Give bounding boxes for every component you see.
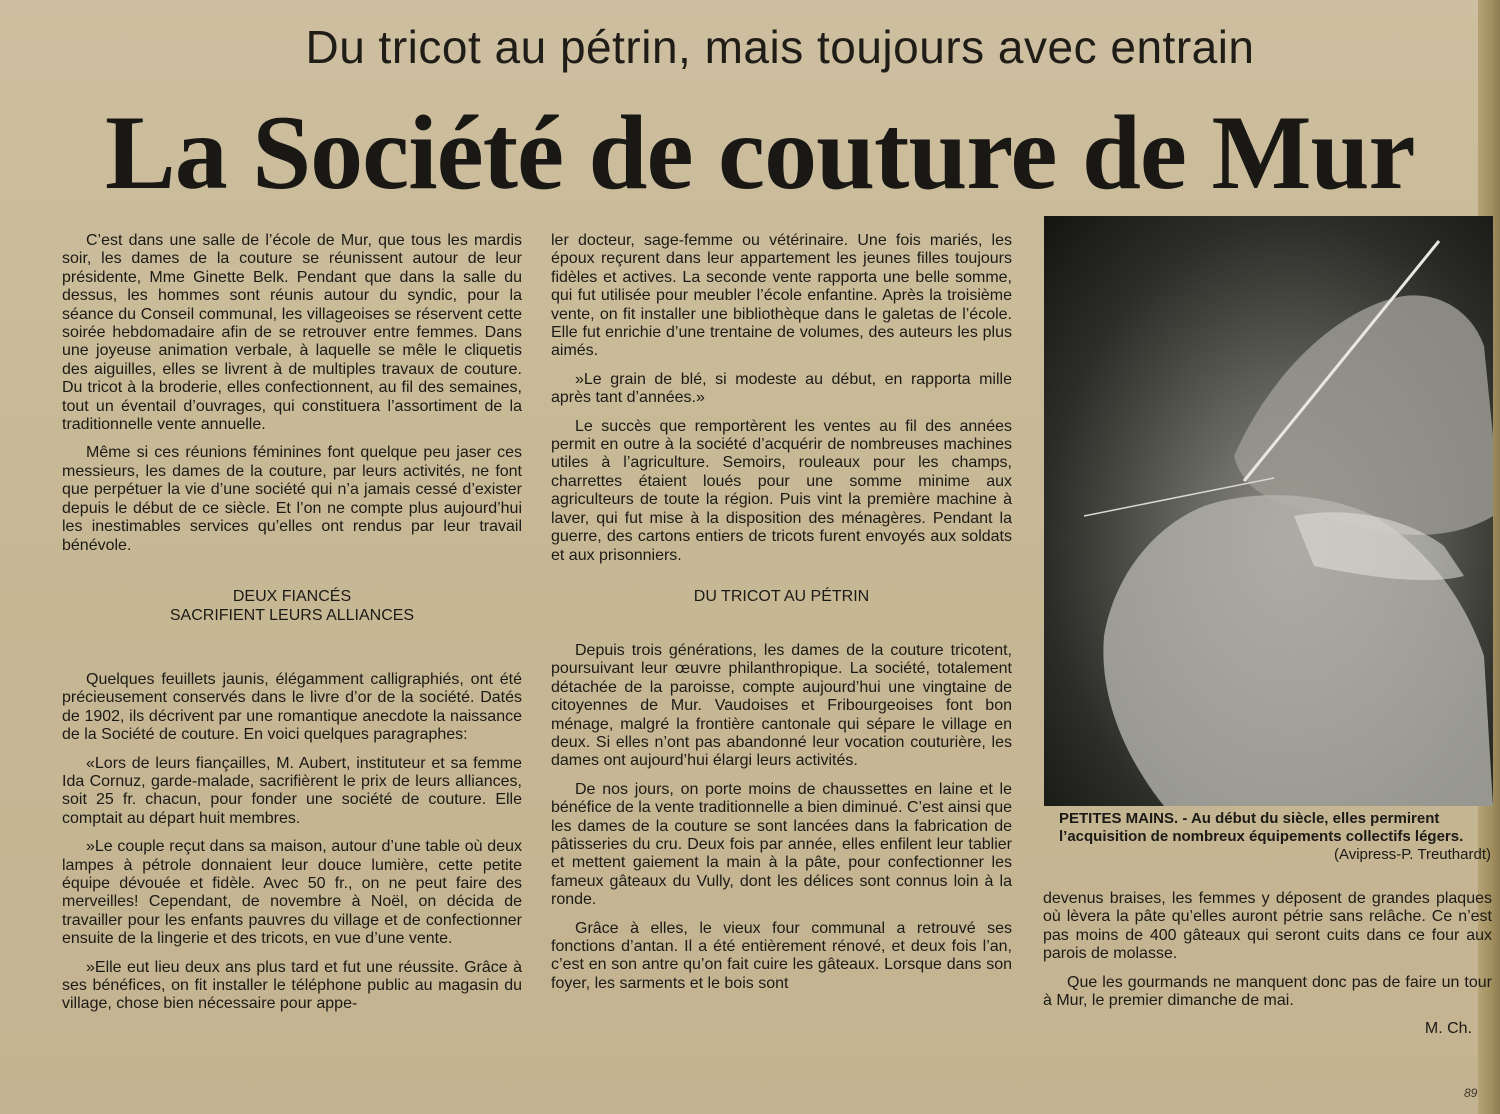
paragraph: ler docteur, sage-femme ou vétérinaire. Une fois mariés, les époux reçurent dans leur appartement les jeunes filles toujours fidèles et actives. La seconde vente rapporta une belle somme, qui fut utilisée pour meubler l’école enfantine. Après la troisième vente, on fit installer une bibliothèque dans le galetas de l’école. Elle fut enrichie d’une trentaine de volumes, des auteurs les plus aimés.	[551, 232, 1012, 360]
paragraph: C’est dans une salle de l’école de Mur, que tous les mardis soir, les dames de la couture se réunissent autour de leur présidente, Mme Ginette Belk. Pendant que dans la salle du dessus, les hommes sont réunis autour du syndic, pour la séance du Conseil communal, les villageoises se réservent cette soirée hebdomadaire afin de se retrouver entre femmes. Dans une joyeuse animation verbale, à laquelle se mêle le cliquetis des aiguilles, elles se livrent à de multiples travaux de couture. Du tricot à la broderie, elles confectionnent, au fil des semaines, tout un éventail d’ouvrages, qui constituera l’assortiment de la traditionnelle vente annuelle.	[62, 232, 522, 434]
paragraph: Même si ces réunions féminines font quelque peu jaser ces messieurs, les dames de la couture, par leurs activités, ne font que perpétuer la vie d’une société qui n’a jamais cessé d’exister depuis le début de ce siècle. Et l’on ne compte plus aujourd’hui les inestimables services qu’elles ont rendus par leur travail bénévole.	[62, 444, 522, 554]
knitting-hands-photo	[1044, 216, 1493, 806]
column-2	[551, 232, 1012, 1003]
paragraph: Le succès que remportèrent les ventes au fil des années permit en outre à la société d’acquérir de nombreuses machines utiles à l’agriculture. Semoirs, rouleaux pour les champs, charrettes étaient loués pour une somme minime aux agriculteurs de toute la région. Puis vint la première machine à laver, qui fut mise à la disposition des ménagères. Pendant la guerre, des cartons entiers de tricots furent envoyés aux soldats et aux prisonniers.	[551, 417, 1012, 564]
paragraph: De nos jours, on porte moins de chaussettes en laine et le bénéfice de la vente traditionnelle a bien diminué. C’est ainsi que les dames de la couture se sont lancées dans la fabrication de pâtisseries du cru. Deux fois par année, elles enfilent leur tablier et mettent gaiement la main à la pâte, pour confectionner les fameux gâteaux du Vully, dont les délices sont connus loin à la ronde.	[551, 780, 1012, 909]
column-3	[1043, 890, 1492, 1039]
paragraph: devenus braises, les femmes y déposent de grandes plaques où lèvera la pâte qu’elles auront pétrie sans relâche. Ce n’est pas moins de 400 gâteaux qui seront cuits dans ce four aux parois de molasse.	[1043, 890, 1492, 963]
paragraph: Que les gourmands ne manquent donc pas de faire un tour à Mur, le premier dimanche de mai.	[1043, 973, 1492, 1010]
article-headline: La Société de couture de Mur	[105, 94, 1415, 211]
photo-illustration	[1044, 216, 1493, 806]
article-kicker: Du tricot au pétrin, mais toujours avec entrain	[305, 21, 1255, 73]
paragraph: Depuis trois générations, les dames de la couture tricotent, poursuivant leur œuvre philanthropique. La société, totalement détachée de la paroisse, compte aujourd’hui une vingtaine de citoyennes de Mur. Vaudoises et Fribourgeoises font bon ménage, malgré la frontière cantonale qui sépare le village en deux. Si elles n’ont pas abandonné leur vocation couturière, les dames ont aujourd’hui élargi leurs activités.	[551, 641, 1012, 770]
subhead-line: DEUX FIANCÉS	[232, 587, 352, 605]
section-subhead	[62, 587, 522, 625]
paragraph: »Le couple reçut dans sa maison, autour d’une table où deux lampes à pétrole donnaient leur douce lumière, cette petite équipe dévouée et fidèle. Avec 50 fr., on ne peut faire des merveilles! Cependant, de novembre à Noël, on décida de travailler pour les enfants pauvres du village et de confectionner ensuite de la lingerie et des tricots, en vue d’une vente.	[62, 838, 522, 948]
author-signature: M. Ch.	[1424, 1020, 1472, 1038]
column-1	[62, 232, 522, 1024]
paragraph: «Lors de leurs fiançailles, M. Aubert, instituteur et sa femme Ida Cornuz, garde-malade, sacrifièrent le prix de leurs alliances, soit 25 fr. chacun, pour fonder une société de couture. Elle comptait au départ huit membres.	[62, 754, 522, 827]
photo-caption	[1059, 810, 1491, 864]
paragraph: Quelques feuillets jaunis, élégamment calligraphiés, ont été précieusement conservés dans le livre d’or de la société. Datés de 1902, ils décrivent par une romantique anecdote la naissance de la Société de couture. En voici quelques paragraphes:	[62, 670, 522, 744]
subhead-line: SACRIFIENT LEURS ALLIANCES	[169, 606, 415, 624]
paragraph: »Elle eut lieu deux ans plus tard et fut une réussite. Grâce à ses bénéfices, on fit installer le téléphone public au magasin du village, chose bien nécessaire pour appe-	[62, 958, 522, 1013]
paragraph: Grâce à elles, le vieux four communal a retrouvé ses fonctions d’antan. Il a été entièrement rénové, et deux fois l’an, c’est en son antre qu’on fait cuire les gâteaux. Lorsque dans son foyer, les sarments et le bois sont	[551, 919, 1012, 992]
photo-credit: (Avipress-P. Treuthardt)	[1333, 846, 1491, 863]
paragraph: »Le grain de blé, si modeste au début, en rapporta mille après tant d’années.»	[551, 370, 1012, 407]
caption-text: PETITES MAINS. - Au début du siècle, elles permirent l’acquisition de nombreux équipements collectifs légers.	[1059, 810, 1464, 845]
page-number: 89	[1464, 1086, 1478, 1100]
section-subhead: DU TRICOT AU PÉTRIN	[693, 587, 870, 605]
